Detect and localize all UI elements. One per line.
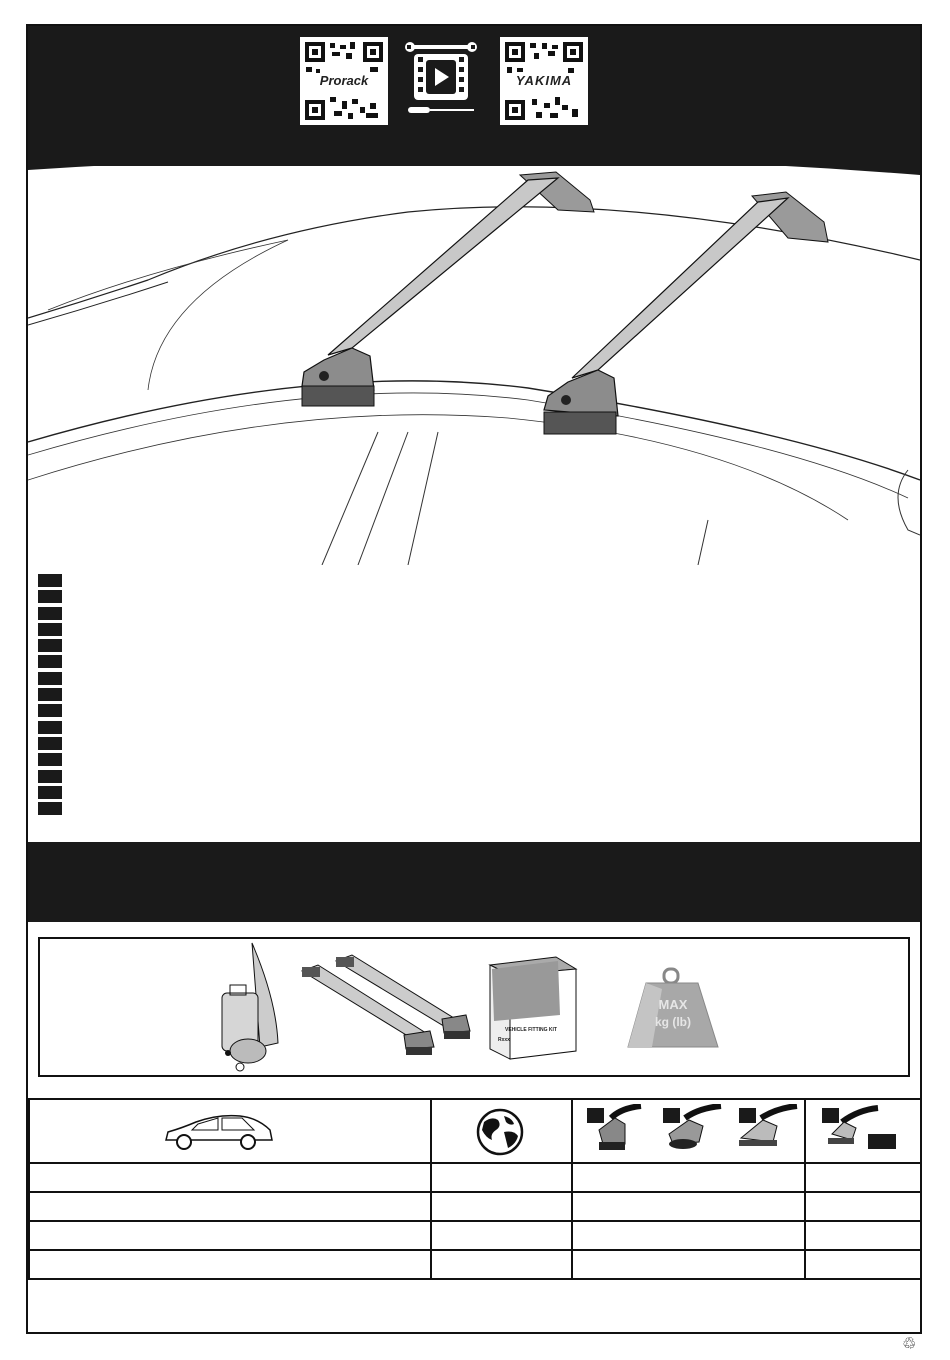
table-row — [29, 1250, 921, 1279]
yakima-qr-code[interactable] — [500, 37, 588, 125]
bar-type-column-header — [805, 1099, 921, 1163]
fitment-table — [28, 1098, 922, 1280]
flush-rail-foot-icon — [659, 1104, 725, 1156]
max-label: MAX — [658, 997, 688, 1012]
language-flag — [38, 770, 62, 783]
language-flag — [38, 786, 62, 799]
fix-point-foot-icon — [591, 1104, 649, 1156]
region-column-header — [431, 1099, 572, 1163]
language-flag — [38, 607, 62, 620]
box-label-title: VEHICLE FITTING KIT — [505, 1027, 557, 1033]
language-flag — [38, 688, 62, 701]
max-load-weight-icon — [626, 967, 720, 1049]
language-flag — [38, 721, 62, 734]
raised-rail-foot-icon — [733, 1104, 799, 1156]
yakima-logo-text: YAKIMA — [500, 73, 588, 88]
recycle-icon: ♲ — [902, 1334, 917, 1353]
language-flag — [38, 574, 62, 587]
table-header-row — [29, 1099, 921, 1163]
package-contents-box — [38, 937, 910, 1077]
fitting-kit-box-icon — [488, 955, 578, 1061]
box-label-code: Rxxx — [498, 1037, 510, 1043]
vehicle-column-header — [29, 1099, 431, 1163]
table-row — [29, 1192, 921, 1221]
wrench-icon — [405, 42, 477, 52]
roof-bars-illustration — [28, 150, 920, 565]
notes-area — [28, 1278, 920, 1332]
language-flag-list — [38, 574, 62, 818]
video-play-icon[interactable] — [404, 40, 478, 116]
language-flag — [38, 623, 62, 636]
screwdriver-icon — [408, 107, 474, 113]
language-flag — [38, 672, 62, 685]
language-flag — [38, 639, 62, 652]
kg-lb-label: kg (lb) — [655, 1015, 691, 1029]
language-flag — [38, 737, 62, 750]
language-flag — [38, 590, 62, 603]
foot-type-column-header — [572, 1099, 804, 1163]
luggage-icon — [216, 939, 286, 1075]
bar-type-tag — [868, 1134, 896, 1149]
table-row — [29, 1163, 921, 1192]
table-row — [29, 1221, 921, 1250]
language-flag — [38, 753, 62, 766]
car-icon — [162, 1112, 276, 1152]
roof-bars-pair-icon — [296, 953, 476, 1073]
language-flag — [38, 704, 62, 717]
section-band — [28, 842, 920, 922]
prorack-qr-code[interactable] — [300, 37, 388, 125]
prorack-logo-text: Prorack — [300, 73, 388, 88]
globe-icon — [476, 1108, 524, 1156]
language-flag — [38, 655, 62, 668]
language-flag — [38, 802, 62, 815]
